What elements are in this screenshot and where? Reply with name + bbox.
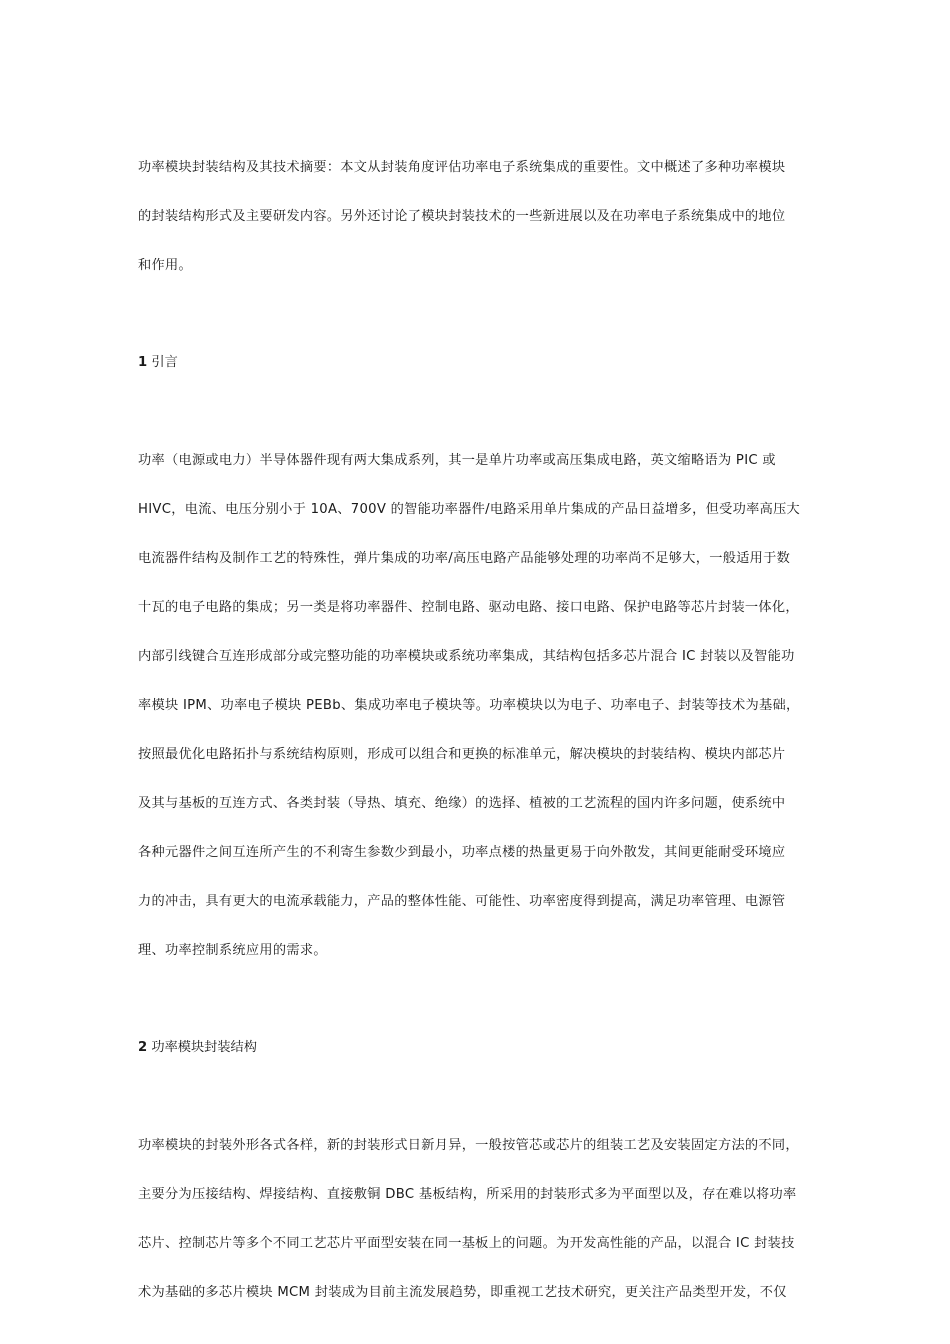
text-line: 十瓦的电子电路的集成；另一类是将功率器件、控制电路、驱动电路、接口电路、保护电路等芯片封装一体化， xyxy=(138,600,799,615)
text-line: 和作用。 xyxy=(138,258,192,273)
text-line: 术为基础的多芯片模块 MCM 封装成为目前主流发展趋势，即重视工艺技术研究，更关注产品类型开发，不仅 xyxy=(138,1285,787,1300)
text-line: 率模块 IPM、功率电子模块 PEBb、集成功率电子模块等。功率模块以为电子、功率电子、封装等技术为基础， xyxy=(138,698,800,713)
text-line: 电流器件结构及制作工艺的特殊性，弹片集成的功率/高压电路产品能够处理的功率尚不足够大，一般适用于数 xyxy=(138,551,791,566)
text-line: 功率（电源或电力）半导体器件现有两大集成系列，其一是单片功率或高压集成电路，英文缩略语为 PIC 或 xyxy=(138,453,776,468)
spacer xyxy=(138,387,814,436)
spacer xyxy=(138,290,814,338)
spacer xyxy=(138,1072,814,1121)
text-line: 芯片、控制芯片等多个不同工艺芯片平面型安装在同一基板上的问题。为开发高性能的产品，以混合 IC 封装技 xyxy=(138,1236,795,1251)
text-line: 内部引线键合互连形成部分或完整功能的功率模块或系统功率集成，其结构包括多芯片混合 IC 封装以及智能功 xyxy=(138,649,795,664)
section-heading-introduction xyxy=(138,338,814,387)
section-title: 功率模块封装结构 xyxy=(151,1040,257,1055)
abstract-paragraph xyxy=(138,143,814,290)
text-line: 功率模块封装结构及其技术摘要：本文从封装角度评估功率电子系统集成的重要性。文中概述了多种功率模块 xyxy=(138,160,786,175)
section-number: 1 xyxy=(138,355,148,370)
section-heading-package-structure xyxy=(138,1023,814,1072)
text-line: 的封装结构形式及主要研发内容。另外还讨论了模块封装技术的一些新进展以及在功率电子系统集成中的地位 xyxy=(138,209,786,224)
text-line: HIVC，电流、电压分别小于 10A、700V 的智能功率器件/电路采用单片集成的产品日益增多，但受功率高压大 xyxy=(138,502,801,517)
text-line: 力的冲击，具有更大的电流承载能力，产品的整体性能、可能性、功率密度得到提高，满足功率管理、电源管 xyxy=(138,894,786,909)
text-line: 主要分为压接结构、焊接结构、直接敷铜 DBC 基板结构，所采用的封装形式多为平面型以及，存在难以将功率 xyxy=(138,1187,797,1202)
document-body xyxy=(138,143,814,1317)
text-line: 按照最优化电路拓扑与系统结构原则，形成可以组合和更换的标准单元，解决模块的封装结构、模块内部芯片 xyxy=(138,747,786,762)
package-structure-paragraph xyxy=(138,1121,814,1317)
text-line: 功率模块的封装外形各式各样，新的封装形式日新月异，一般按管芯或芯片的组装工艺及安装固定方法的不同， xyxy=(138,1138,799,1153)
section-title: 引言 xyxy=(151,355,178,370)
section-number: 2 xyxy=(138,1040,148,1055)
text-line: 理、功率控制系统应用的需求。 xyxy=(138,943,327,958)
text-line: 及其与基板的互连方式、各类封装（导热、填充、绝缘）的选择、植被的工艺流程的国内许多问题，使系统中 xyxy=(138,796,786,811)
introduction-paragraph xyxy=(138,436,814,975)
spacer xyxy=(138,975,814,1023)
text-line: 各种元器件之间互连所产生的不利寄生参数少到最小，功率点楼的热量更易于向外散发，其间更能耐受环境应 xyxy=(138,845,786,860)
